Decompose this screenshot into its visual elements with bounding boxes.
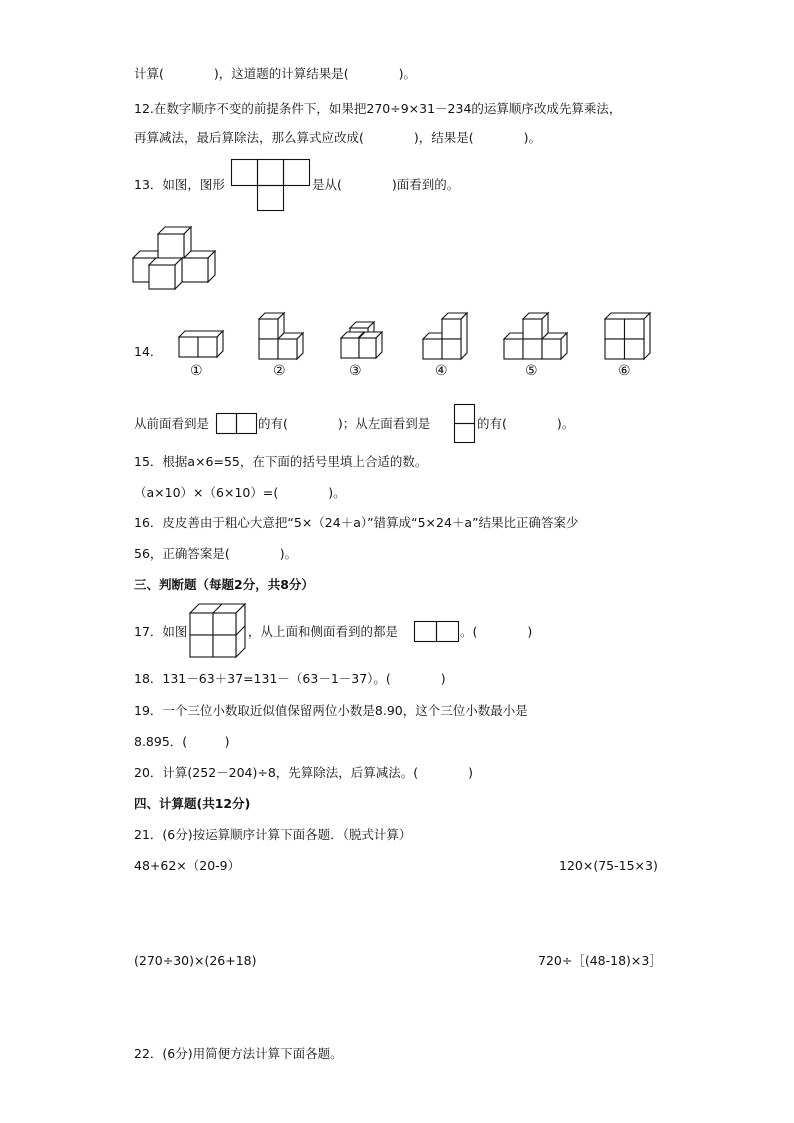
q14-figure-1: [178, 330, 226, 360]
q14-figure-3: [340, 320, 384, 360]
q16-line2: 56，正确答案是( )。: [134, 546, 298, 561]
q14-front-prefix: 从前面看到是: [134, 416, 210, 431]
q21-question: 21．(6分)按运算顺序计算下面各题．（脱式计算）: [134, 827, 412, 842]
q17-middle: ，从上面和侧面看到的都是: [248, 624, 399, 639]
q14-figure-2: [258, 312, 306, 360]
q13-view-figure: [231, 159, 311, 211]
q14-front-suffix: 的有( )；从左面看到是: [258, 416, 431, 431]
q13-prefix: 13．如图，图形: [134, 177, 225, 192]
q15-equation: （a×10）×（6×10）=( )。: [134, 485, 346, 500]
q14-label-6: ⑥: [618, 363, 631, 379]
expression-1: 48+62×（20-9）: [134, 858, 241, 873]
q14-label-5: ⑤: [525, 363, 538, 379]
q11-continuation: 计算( )，这道题的计算结果是( )。: [134, 66, 417, 81]
q12-line1: 12.在数字顺序不变的前提条件下，如果把270÷9×31－234的运算顺序改成先算乘法，: [134, 101, 622, 116]
q16-line1: 16．皮皮善由于粗心大意把“5×（24＋a）”错算成“5×24＋a”结果比正确答案少: [134, 515, 579, 530]
q13-cube-pile: [132, 226, 218, 292]
q19-line1: 19．一个三位小数取近似值保留两位小数是8.90，这个三位小数最小是: [134, 703, 528, 718]
q14-label-1: ①: [190, 363, 203, 379]
q14-front-view-figure: [216, 413, 258, 435]
expression-4: 720÷［(48-18)×3］: [538, 953, 662, 968]
q18-question: 18．131－63＋37=131－（63－1－37）。( ): [134, 671, 446, 686]
q22-question: 22．(6分)用简便方法计算下面各题。: [134, 1046, 343, 1061]
q17-view-figure: [414, 621, 460, 643]
q17-prefix: 17．如图: [134, 624, 188, 639]
q12-line2: 再算减法，最后算除法，那么算式应改成( )，结果是( )。: [134, 130, 542, 145]
section-3-heading: 三、判断题（每题2分，共8分）: [134, 577, 314, 592]
section-4-heading: 四、计算题(共12分): [134, 796, 251, 811]
expression-2: 120×(75-15×3): [559, 858, 658, 873]
q14-left-suffix: 的有( )。: [477, 416, 575, 431]
q14-label-4: ④: [435, 363, 448, 379]
q14-figure-4: [422, 312, 470, 360]
q15-question: 15．根据a×6=55，在下面的括号里填上合适的数。: [134, 454, 428, 469]
q14-label-3: ③: [349, 363, 362, 379]
q20-question: 20．计算(252－204)÷8，先算除法，后算减法。( ): [134, 765, 474, 780]
q13-suffix: 是从( )面看到的。: [312, 177, 460, 192]
q14-figure-5: [503, 312, 571, 360]
q14-left-view-figure: [454, 404, 476, 444]
expression-3: (270÷30)×(26+18): [134, 953, 257, 968]
q17-cube-figure: [189, 603, 247, 659]
q17-suffix: 。( ): [460, 624, 533, 639]
q14-number: 14．: [134, 344, 163, 359]
q14-label-2: ②: [273, 363, 286, 379]
q19-line2: 8.895．( ): [134, 734, 230, 749]
q14-figure-6: [604, 312, 654, 360]
